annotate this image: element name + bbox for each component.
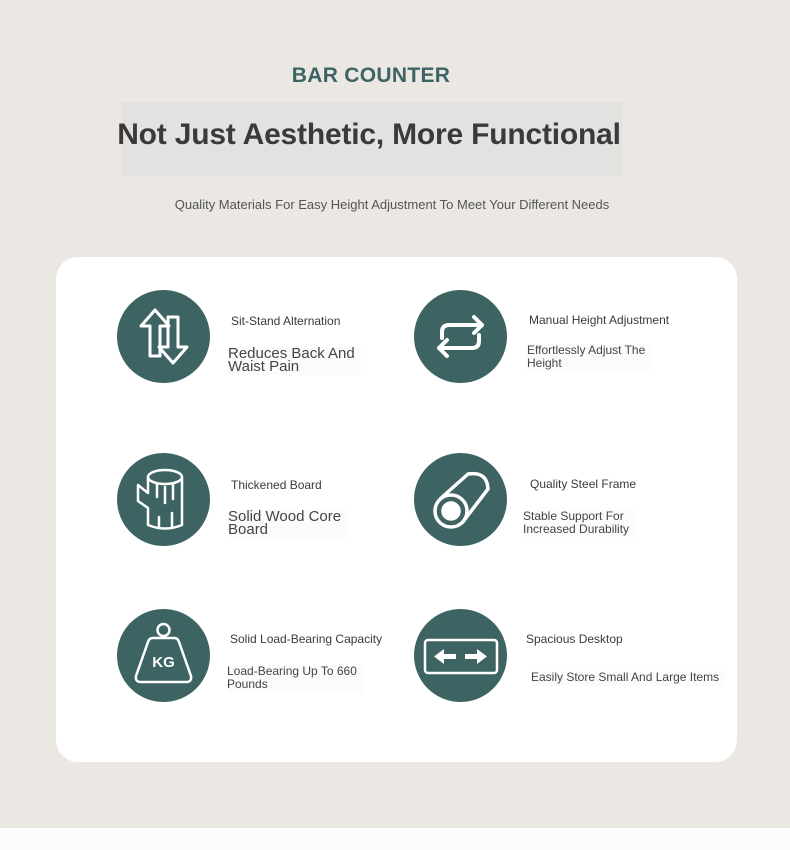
desc-line: Pounds bbox=[227, 676, 268, 691]
desc-line: Waist Pain bbox=[228, 358, 300, 375]
feature-desc-sit-stand bbox=[228, 347, 361, 375]
desc-line: Reduces Back And bbox=[228, 345, 355, 362]
feature-title-load-bearing: Solid Load-Bearing Capacity bbox=[230, 632, 383, 646]
desc-line: Solid Wood Core bbox=[228, 508, 342, 525]
feature-title-thickened-board: Thickened Board bbox=[231, 478, 322, 492]
kg-label: KG bbox=[152, 654, 175, 671]
feature-desc-load-bearing bbox=[227, 665, 363, 692]
bottom-strip bbox=[0, 828, 790, 850]
loop-arrows-icon bbox=[414, 290, 507, 383]
desc-line: Stable Support For bbox=[523, 509, 624, 523]
steel-tube-icon bbox=[414, 453, 507, 546]
feature-desc-steel-frame bbox=[523, 510, 635, 537]
feature-desc-manual-height bbox=[527, 344, 651, 371]
page-subtitle: Quality Materials For Easy Height Adjustment To Meet Your Different Needs bbox=[174, 197, 610, 212]
page-title: Not Just Aesthetic, More Functional bbox=[117, 118, 621, 151]
desc-line: Load-Bearing Up To 660 bbox=[227, 664, 357, 678]
feature-title-manual-height: Manual Height Adjustment bbox=[529, 313, 670, 327]
desc-line: Easily Store Small And Large Items bbox=[531, 670, 720, 684]
kg-weight-icon bbox=[117, 609, 210, 702]
desc-line: Increased Durability bbox=[523, 521, 630, 536]
eyebrow-title: BAR COUNTER bbox=[291, 64, 451, 87]
desc-line: Board bbox=[228, 521, 269, 538]
up-down-arrows-icon bbox=[117, 290, 210, 383]
left-right-arrows-icon bbox=[414, 609, 507, 702]
desc-line: Height bbox=[527, 355, 562, 370]
tree-stump-icon bbox=[117, 453, 210, 546]
feature-title-spacious-desktop: Spacious Desktop bbox=[526, 632, 623, 646]
feature-desc-spacious-desktop bbox=[531, 671, 725, 686]
feature-desc-thickened-board bbox=[228, 510, 347, 538]
feature-title-sit-stand: Sit-Stand Alternation bbox=[231, 314, 341, 328]
desc-line: Effortlessly Adjust The bbox=[527, 343, 646, 357]
feature-title-steel-frame: Quality Steel Frame bbox=[530, 477, 637, 491]
features-card bbox=[56, 257, 737, 762]
